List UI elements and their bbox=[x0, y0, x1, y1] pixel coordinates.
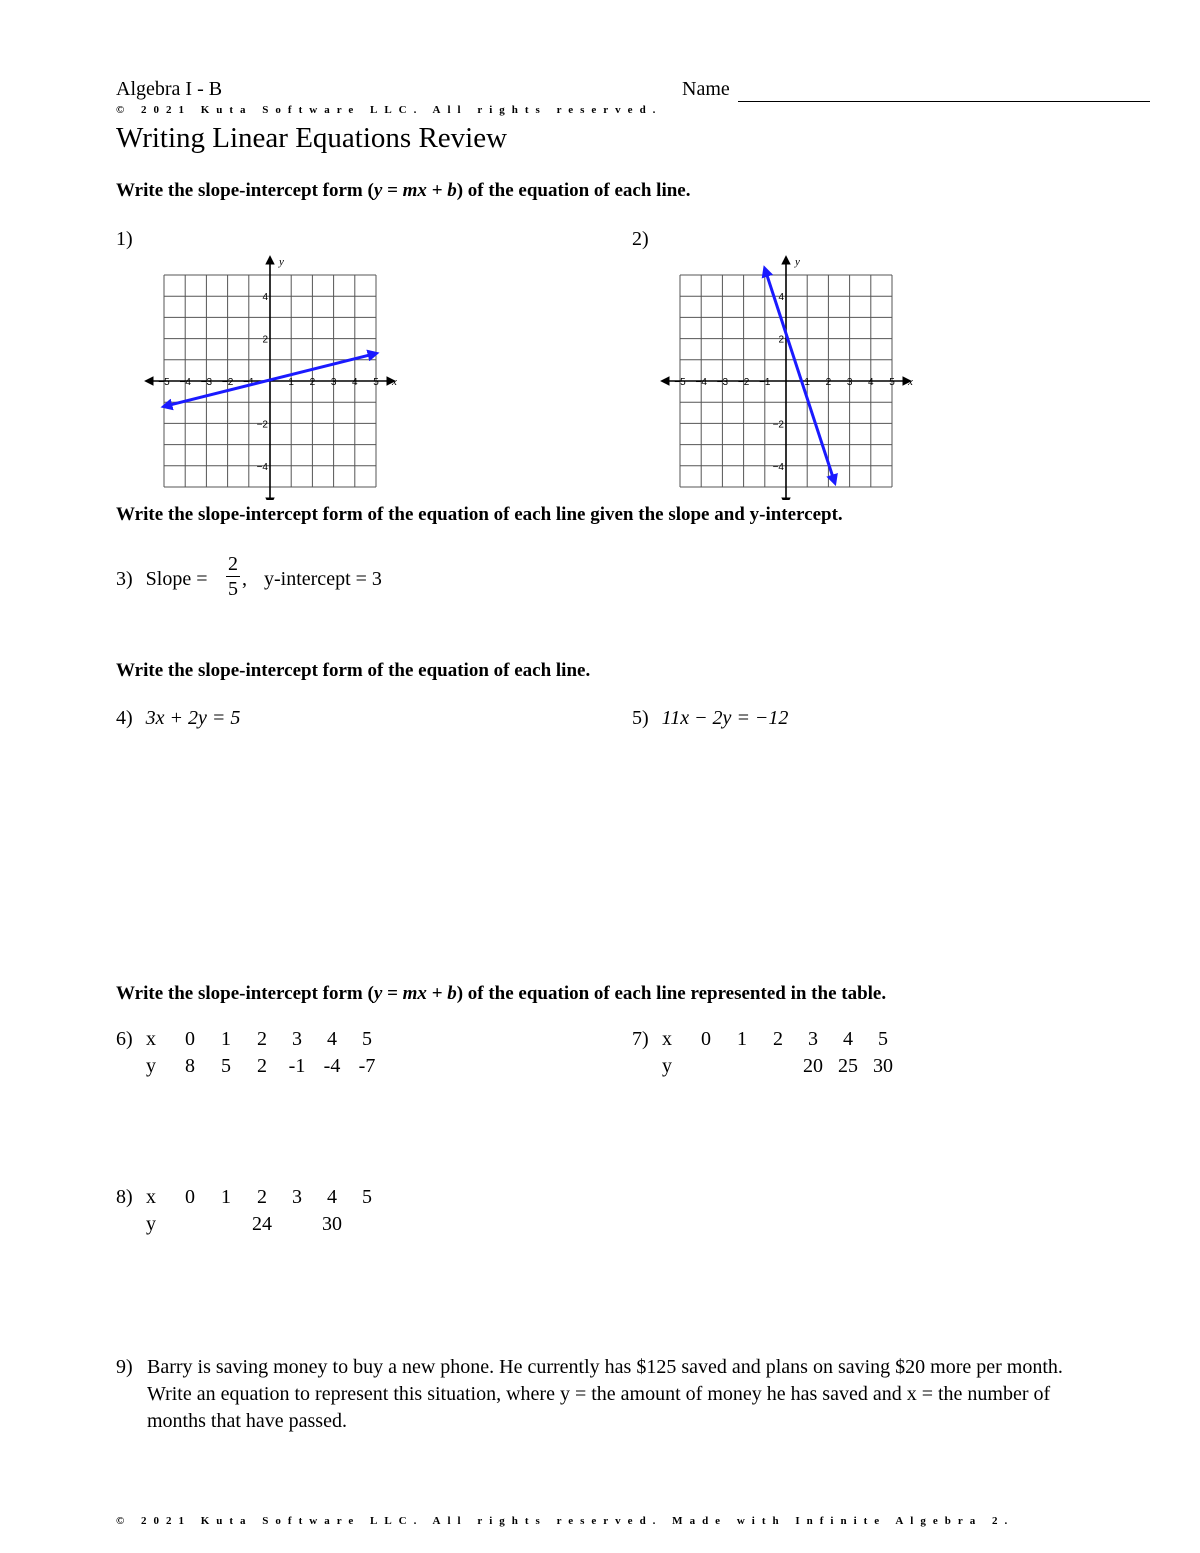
table-cell: 0 bbox=[185, 1186, 195, 1208]
table-cell: 2 bbox=[257, 1186, 267, 1208]
x-tick-label: −1 bbox=[759, 377, 771, 388]
graph-2 bbox=[656, 238, 926, 500]
table-cell: 20 bbox=[803, 1055, 823, 1077]
table-7 bbox=[632, 1026, 900, 1080]
table-cell: 5 bbox=[362, 1186, 372, 1208]
x-tick-label: 2 bbox=[825, 377, 832, 388]
problem-9 bbox=[116, 1354, 1096, 1435]
y-tick-label: 2 bbox=[778, 334, 784, 346]
x-tick-label: −3 bbox=[716, 377, 729, 388]
table-cell: 2 bbox=[257, 1055, 267, 1077]
table-6-y-label: y bbox=[146, 1055, 156, 1077]
table-cell: 8 bbox=[185, 1055, 195, 1077]
problem-2-number: 2) bbox=[632, 228, 649, 250]
problem-6-number: 6) bbox=[116, 1028, 133, 1050]
graph-line bbox=[765, 269, 835, 483]
table-cell: 3 bbox=[292, 1028, 302, 1050]
table-6 bbox=[116, 1026, 384, 1080]
y-tick-label: −2 bbox=[256, 419, 268, 431]
table-cell: 1 bbox=[221, 1028, 231, 1050]
table-cell: -7 bbox=[358, 1055, 376, 1077]
y-tick-label: 4 bbox=[778, 292, 784, 304]
slope-denominator: 5 bbox=[228, 578, 238, 600]
y-tick-label: −4 bbox=[256, 461, 268, 473]
x-tick-label: 1 bbox=[288, 377, 294, 388]
y-tick-label: 4 bbox=[262, 292, 268, 304]
table-cell: 4 bbox=[327, 1028, 337, 1050]
x-tick-label: −1 bbox=[243, 377, 255, 388]
table-cell: 30 bbox=[873, 1055, 893, 1077]
table-cell bbox=[208, 1211, 244, 1238]
course-title: Algebra I - B bbox=[116, 78, 223, 100]
x-axis-label: x bbox=[908, 376, 913, 388]
problem-3 bbox=[116, 568, 208, 591]
name-line[interactable] bbox=[738, 101, 1150, 102]
instruction-1: Write the slope-intercept form (y = mx + b) of the equation of each line. bbox=[116, 180, 691, 201]
table-cell bbox=[172, 1211, 208, 1238]
table-8-x-label: x bbox=[146, 1186, 156, 1208]
x-tick-label: 5 bbox=[373, 377, 379, 388]
table-cell: 5 bbox=[362, 1028, 372, 1050]
y-tick-label: −4 bbox=[772, 461, 784, 473]
name-label: Name bbox=[682, 78, 730, 100]
y-intercept-text: y-intercept = 3 bbox=[264, 568, 382, 590]
table-cell bbox=[760, 1053, 796, 1080]
table-7-y-label: y bbox=[662, 1055, 672, 1077]
table-cell: 4 bbox=[327, 1186, 337, 1208]
table-cell: 24 bbox=[252, 1213, 272, 1235]
problem-3-number: 3) bbox=[116, 568, 133, 590]
table-cell bbox=[280, 1211, 314, 1238]
x-tick-label: 4 bbox=[868, 377, 874, 388]
y-tick-label: −2 bbox=[772, 419, 784, 431]
x-tick-label: 3 bbox=[846, 377, 853, 388]
table-cell: 5 bbox=[878, 1028, 888, 1050]
x-tick-label: −5 bbox=[674, 377, 686, 388]
table-cell: 30 bbox=[322, 1213, 342, 1235]
y-tick-label: 2 bbox=[262, 334, 268, 346]
x-tick-label: 2 bbox=[309, 377, 316, 388]
slope-label: Slope = bbox=[145, 568, 208, 590]
instruction-4: Write the slope-intercept form (y = mx + b) of the equation of each line represented in the table. bbox=[116, 983, 887, 1004]
x-tick-label: −2 bbox=[737, 377, 750, 388]
graph-1 bbox=[140, 238, 410, 500]
x-tick-label: −4 bbox=[179, 377, 191, 388]
problem-5-number: 5) bbox=[632, 707, 649, 729]
table-8 bbox=[116, 1184, 384, 1238]
problem-5 bbox=[632, 707, 788, 730]
problem-4-equation: 3x + 2y = 5 bbox=[145, 707, 241, 729]
x-tick-label: 5 bbox=[889, 377, 895, 388]
table-7-x-label: x bbox=[662, 1028, 672, 1050]
problem-9-number: 9) bbox=[116, 1356, 133, 1378]
table-cell: 3 bbox=[292, 1186, 302, 1208]
table-8-y-label: y bbox=[146, 1213, 156, 1235]
problem-4-number: 4) bbox=[116, 707, 133, 729]
table-cell: -4 bbox=[323, 1055, 341, 1077]
table-cell bbox=[350, 1211, 384, 1238]
y-axis-label: y bbox=[795, 256, 800, 268]
problem-4 bbox=[116, 707, 240, 730]
table-cell: 1 bbox=[737, 1028, 747, 1050]
y-axis-label: y bbox=[279, 256, 284, 268]
table-cell: 0 bbox=[701, 1028, 711, 1050]
table-cell: 0 bbox=[185, 1028, 195, 1050]
table-cell: 2 bbox=[257, 1028, 267, 1050]
problem-8-number: 8) bbox=[116, 1186, 133, 1208]
table-cell: 3 bbox=[808, 1028, 818, 1050]
instruction-3: Write the slope-intercept form of the equation of each line. bbox=[116, 660, 591, 681]
table-cell: 5 bbox=[221, 1055, 231, 1077]
x-tick-label: −3 bbox=[200, 377, 213, 388]
problem-5-equation: 11x − 2y = −12 bbox=[661, 707, 789, 729]
slope-numerator: 2 bbox=[228, 553, 238, 575]
table-cell bbox=[688, 1053, 724, 1080]
table-cell: 4 bbox=[843, 1028, 853, 1050]
problem-7-number: 7) bbox=[632, 1028, 649, 1050]
table-cell: -1 bbox=[288, 1055, 306, 1077]
x-tick-label: 1 bbox=[804, 377, 810, 388]
x-tick-label: −4 bbox=[695, 377, 707, 388]
x-tick-label: −2 bbox=[221, 377, 234, 388]
copyright-top: © 2021 Kuta Software LLC. All rights reserved. bbox=[116, 104, 663, 116]
instruction-2: Write the slope-intercept form of the equation of each line given the slope and y-intercept. bbox=[116, 504, 843, 525]
problem-3-comma: , bbox=[242, 568, 247, 590]
table-cell: 25 bbox=[838, 1055, 858, 1077]
x-tick-label: 3 bbox=[330, 377, 337, 388]
worksheet-title: Writing Linear Equations Review bbox=[116, 122, 508, 154]
x-axis-label: x bbox=[392, 376, 397, 388]
table-cell: 2 bbox=[773, 1028, 783, 1050]
table-cell: 1 bbox=[221, 1186, 231, 1208]
problem-1-number: 1) bbox=[116, 228, 133, 250]
table-cell bbox=[724, 1053, 760, 1080]
table-6-x-label: x bbox=[146, 1028, 156, 1050]
slope-fraction bbox=[226, 553, 240, 600]
problem-9-text: Barry is saving money to buy a new phone. He currently has $125 saved and plans on saving $20 more per month. Write an equation to represent this situation, where y = the amount of money he has saved and x = the number of months that have passed. bbox=[147, 1356, 1063, 1432]
footer-copyright: © 2021 Kuta Software LLC. All rights reserved. Made with Infinite Algebra 2. bbox=[116, 1515, 1015, 1527]
x-tick-label: 4 bbox=[352, 377, 358, 388]
x-tick-label: −5 bbox=[158, 377, 170, 388]
